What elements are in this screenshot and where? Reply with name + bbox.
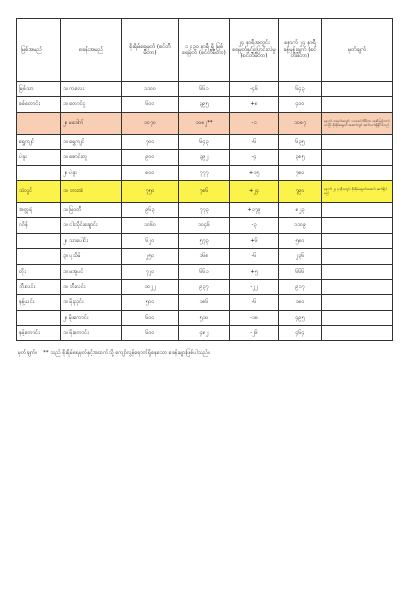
danger-level-cell: ၁၀၇၀ <box>122 112 179 134</box>
river-cell: မြစ်သာ <box>17 82 61 97</box>
table-row <box>17 326 393 341</box>
river-cell <box>17 233 61 248</box>
remark-cell <box>322 134 393 149</box>
current-level-cell: ၇၇၇ <box>179 165 230 180</box>
remark-cell <box>322 279 393 294</box>
current-level-cell: ၁၆၈ <box>179 249 230 264</box>
danger-level-cell: ၉၀၀ <box>122 150 179 165</box>
danger-level-cell: ၆၀၀ <box>122 97 179 112</box>
forecast-cell: ၆၆၆ <box>279 264 322 279</box>
danger-level-cell: ၇၅၀ <box>122 180 179 202</box>
danger-level-cell: ၅၀၀ <box>122 295 179 310</box>
station-cell: ၁။ ဘီးလင်း <box>61 279 122 294</box>
danger-level-cell: ၈၀၀ <box>122 165 179 180</box>
river-level-table <box>16 18 393 341</box>
current-level-cell: ၁၀၈၂** <box>179 112 230 134</box>
danger-level-cell: ၁၁၀၀ <box>122 82 179 97</box>
current-level-cell: ၅၁၀ <box>179 310 230 325</box>
change-cell: -၆ <box>230 249 279 264</box>
station-cell: ၁။ ကလေး <box>61 82 122 97</box>
change-cell: -၄၆ <box>230 82 279 97</box>
remark-cell <box>322 218 393 233</box>
remark-cell <box>322 310 393 325</box>
station-cell: ၃။ ပုသိမ် <box>61 249 122 264</box>
river-level-report <box>16 18 392 341</box>
change-cell: -၂၂ <box>230 279 279 294</box>
forecast-cell: ၁၀၈၇ <box>279 112 322 134</box>
header-danger-level: စိုးရိမ်ရေမှတ် (စင်တီမီတာ) <box>122 19 179 82</box>
forecast-cell: ၂၃၆ <box>279 249 322 264</box>
table-row <box>17 249 393 264</box>
river-cell: ဂဝိန် <box>17 218 61 233</box>
change-cell: -၁၈ <box>230 310 279 325</box>
river-cell <box>17 112 61 134</box>
danger-level-cell: ၆၀၀ <box>122 326 179 341</box>
forecast-cell: ၄၆၄ <box>279 326 322 341</box>
danger-level-cell: ၆၀၀ <box>122 310 179 325</box>
river-cell: ရွှေကျင် <box>17 134 61 149</box>
station-cell: ၁။ မိုးညှင်း <box>61 295 122 310</box>
station-cell: ၂။ မဒေါက် <box>61 112 122 134</box>
current-level-cell: ၁၀၄၆ <box>179 218 230 233</box>
remark-cell <box>322 202 393 217</box>
table-row <box>17 82 393 97</box>
current-level-cell: ၁၈၆ <box>179 295 230 310</box>
station-cell: ၂။ မိုးကောင်း <box>61 310 122 325</box>
change-cell: +၅ <box>230 264 279 279</box>
change-cell: +၆ <box>230 233 279 248</box>
forecast-cell: ၇၉၀ <box>279 180 322 202</box>
station-cell: ၁။ ငါးသိုင်းချောင်း <box>61 218 122 233</box>
forecast-cell: ၇၈၀ <box>279 165 322 180</box>
current-level-cell: ၃၉၅ <box>179 97 230 112</box>
header-forecast: နောက် ၂၄ နာရီ ခန့်မှန်းချက် (စင်တီမီတာ) <box>279 19 322 82</box>
table-row <box>17 310 393 325</box>
station-cell: ၂။ သာပေါင်း <box>61 233 122 248</box>
station-cell: ၂။ ပဲခူး <box>61 165 122 180</box>
forecast-cell: ၅၈၀ <box>279 233 322 248</box>
forecast-cell: ၉၁၇ <box>279 279 322 294</box>
forecast-cell: ၄၉၅ <box>279 310 322 325</box>
forecast-cell: ၁၁၀၉ <box>279 218 322 233</box>
station-cell: ၁။ ဘားအံ <box>61 180 122 202</box>
current-level-cell: ၃၉၂ <box>179 150 230 165</box>
current-level-cell: ၇၈၆ <box>179 180 230 202</box>
forecast-cell: ၁၈၀ <box>279 295 322 310</box>
table-row <box>17 233 393 248</box>
remark-cell <box>322 233 393 248</box>
river-cell: စစ်တောင်း <box>17 97 61 112</box>
danger-level-cell: ၁၀၂၂ <box>122 279 179 294</box>
change-cell: -၃ <box>230 218 279 233</box>
table-row <box>17 97 393 112</box>
table-row <box>17 150 393 165</box>
river-cell: နမ့်ကောင်း <box>17 326 61 341</box>
table-row <box>17 112 393 134</box>
remark-cell: နောက် ၂၄ နာရီအတွင်း စိုးရိမ်ရေမှတ်အထက် ဆက်ရှိပါမည် <box>322 180 393 202</box>
change-cell: +၁၅ <box>230 165 279 180</box>
change-cell: -၁ <box>230 112 279 134</box>
river-cell: ပဲခူး <box>17 150 61 165</box>
current-level-cell: ၆၄၃ <box>179 134 230 149</box>
river-cell: ဘီးလင်း <box>17 279 61 294</box>
table-row <box>17 180 393 202</box>
table-row <box>17 202 393 217</box>
remark-cell <box>322 97 393 112</box>
current-level-cell: ၉၃၇ <box>179 279 230 294</box>
remark-cell: နောက် ၁၀ရက်အတွင်း ၁၁၀၀စင်တီမီတာ အထိ မြင့်တက်လာပြီး စိုးရိမ်ရေမှတ် အထက်တွင် ဆက်လက်ရှိနိုင်ပါသည် <box>322 112 393 134</box>
change-cell: +၈ <box>230 97 279 112</box>
danger-level-cell: ၉၆၃ <box>122 202 179 217</box>
danger-level-cell: ၇၂၀ <box>122 264 179 279</box>
river-cell <box>17 249 61 264</box>
footnote-text: ** သည် စိုးရိမ်ရေမှတ်နှင့်အထက်သို့ ကျော်လွန်ရောက်ရှိနေသော စခန်းများဖြစ်ပါသည်။ <box>43 350 210 356</box>
header-change-24h: ၂၄ နာရီအတွင်း ရေမှတ်နှင့်ပြောင်းလဲမှု (စင်တီမီတာ) <box>230 19 279 82</box>
change-cell: -၆ <box>230 134 279 149</box>
river-cell: တိုး <box>17 264 61 279</box>
danger-level-cell: ၇၀၀ <box>122 134 179 149</box>
river-cell: အတ္တရံ <box>17 202 61 217</box>
current-level-cell: ၅၇၃ <box>179 233 230 248</box>
station-cell: ၁။ ဇောင်းတူ <box>61 150 122 165</box>
remark-cell <box>322 264 393 279</box>
river-cell: သံလွင် <box>17 180 61 202</box>
remark-cell <box>322 150 393 165</box>
danger-level-cell: ၁၀၆၀ <box>122 218 179 233</box>
forecast-cell: ၆၄၃ <box>279 82 322 97</box>
remark-cell <box>322 165 393 180</box>
change-cell: -၂၆ <box>230 326 279 341</box>
table-row <box>17 279 393 294</box>
forecast-cell: ၃၈၅ <box>279 150 322 165</box>
header-remark: မှတ်ချက် <box>322 19 393 82</box>
header-station: စခန်းအမည် <box>61 19 122 82</box>
change-cell: +၁၇၉ <box>230 202 279 217</box>
table-header-row <box>17 19 393 82</box>
forecast-cell: ၄၀၀ <box>279 97 322 112</box>
remark-cell <box>322 82 393 97</box>
table-row <box>17 218 393 233</box>
station-cell: ၁။ မိုးကောင်း <box>61 326 122 341</box>
river-cell <box>17 165 61 180</box>
river-cell <box>17 310 61 325</box>
forecast-cell: ၈၂၃ <box>279 202 322 217</box>
footnote-label: မှတ်ချက်။ <box>18 350 38 356</box>
change-cell: +၂၄ <box>230 180 279 202</box>
station-cell: ၁။ မအူပင် <box>61 264 122 279</box>
table-row <box>17 295 393 310</box>
table-row <box>17 264 393 279</box>
current-level-cell: ၆၆၁ <box>179 82 230 97</box>
change-cell: -၄ <box>230 150 279 165</box>
current-level-cell: ၆၆၁ <box>179 264 230 279</box>
station-cell: ၁။ တောင်ငူ <box>61 97 122 112</box>
current-level-cell: ၇၇၃ <box>179 202 230 217</box>
remark-cell <box>322 326 393 341</box>
station-cell: ၁။ မြဝတီ <box>61 202 122 217</box>
river-cell: နန့်ယင်း <box>17 295 61 310</box>
footnote <box>18 350 398 356</box>
remark-cell <box>322 295 393 310</box>
header-today-level: ၁၂:၃၀ နာရီ ရှိ မြစ်ရေမှတ် (စင်တီမီတာ) <box>179 19 230 82</box>
station-cell: ၁။ ရွှေကျင် <box>61 134 122 149</box>
header-river: မြစ်အမည် <box>17 19 61 82</box>
table-row <box>17 165 393 180</box>
forecast-cell: ၆၃၅ <box>279 134 322 149</box>
current-level-cell: ၄၈၂ <box>179 326 230 341</box>
remark-cell <box>322 249 393 264</box>
table-row <box>17 134 393 149</box>
danger-level-cell: ၂၅၀ <box>122 249 179 264</box>
change-cell: -၆ <box>230 295 279 310</box>
danger-level-cell: ၆၂၀ <box>122 233 179 248</box>
